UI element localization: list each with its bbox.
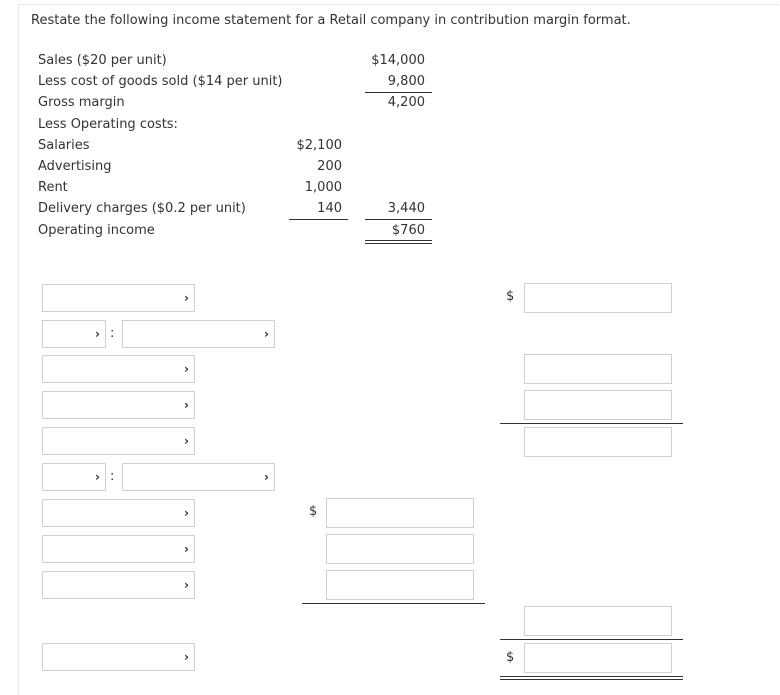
- chevron-down-icon: ›: [184, 291, 189, 305]
- double-underline-bottom: [365, 243, 432, 244]
- chevron-down-icon: ›: [184, 398, 189, 412]
- answer-input-r7-c1[interactable]: [326, 498, 474, 528]
- chevron-down-icon: ›: [184, 362, 189, 376]
- double-underline-form-top: [500, 676, 683, 677]
- chevron-down-icon: ›: [264, 327, 269, 341]
- answer-dropdown-7[interactable]: [42, 571, 195, 599]
- row-label-operating-costs: Less Operating costs:: [38, 117, 178, 132]
- row-value-salaries: $2,100: [296, 138, 342, 153]
- row-label-rent: Rent: [38, 180, 68, 195]
- answer-input-r11-c2[interactable]: [524, 643, 672, 673]
- row-label-operating-income: Operating income: [38, 223, 155, 238]
- answer-dropdown-1[interactable]: [42, 284, 195, 312]
- double-underline-form-bottom: [500, 679, 683, 680]
- answer-dropdown-5[interactable]: [42, 499, 195, 527]
- chevron-down-icon: ›: [95, 470, 100, 484]
- answer-dropdown-3[interactable]: [42, 391, 195, 419]
- underline-cogs: [365, 92, 432, 93]
- answer-input-r9-c1[interactable]: [326, 570, 474, 600]
- currency-symbol: $: [506, 650, 515, 665]
- answer-dropdown-6[interactable]: [42, 535, 195, 563]
- chevron-down-icon: ›: [184, 542, 189, 556]
- row-label-sales: Sales ($20 per unit): [38, 53, 167, 68]
- answer-input-r3-c2[interactable]: [524, 354, 672, 384]
- answer-input-r5-c2[interactable]: [524, 427, 672, 457]
- chevron-down-icon: ›: [184, 506, 189, 520]
- answer-input-r1-c2[interactable]: [524, 283, 672, 313]
- answer-dropdown-small-1[interactable]: [42, 320, 106, 348]
- answer-dropdown-wide-2[interactable]: [122, 463, 275, 491]
- row-label-salaries: Salaries: [38, 138, 90, 153]
- row-label-delivery: Delivery charges ($0.2 per unit): [38, 201, 246, 216]
- row-label-advertising: Advertising: [38, 159, 112, 174]
- double-underline-top: [365, 240, 432, 241]
- row-value-gross-margin: 4,200: [387, 95, 425, 110]
- answer-dropdown-wide-1[interactable]: [122, 320, 275, 348]
- chevron-down-icon: ›: [184, 434, 189, 448]
- row-value-delivery-col1: 140: [317, 201, 342, 216]
- answer-dropdown-2[interactable]: [42, 355, 195, 383]
- separator-colon: :: [110, 469, 115, 484]
- answer-dropdown-8[interactable]: [42, 643, 195, 671]
- answer-input-r4-c2[interactable]: [524, 390, 672, 420]
- underline-form-r10: [500, 639, 683, 640]
- currency-symbol: $: [506, 289, 515, 304]
- row-value-delivery-col2: 3,440: [387, 201, 425, 216]
- chevron-down-icon: ›: [184, 578, 189, 592]
- row-value-advertising: 200: [317, 159, 342, 174]
- row-value-cogs: 9,800: [387, 74, 425, 89]
- row-label-cogs: Less cost of goods sold ($14 per unit): [38, 74, 283, 89]
- row-value-operating-income: $760: [391, 223, 425, 238]
- underline-form-r4: [500, 423, 683, 424]
- answer-input-r10-c2[interactable]: [524, 606, 672, 636]
- row-label-gross-margin: Gross margin: [38, 95, 125, 110]
- answer-dropdown-small-2[interactable]: [42, 463, 106, 491]
- underline-costs-col1: [289, 219, 348, 220]
- answer-dropdown-4[interactable]: [42, 427, 195, 455]
- separator-colon: :: [110, 326, 115, 341]
- underline-form-r9: [302, 603, 485, 604]
- row-value-sales: $14,000: [371, 53, 425, 68]
- underline-costs-col2: [365, 219, 432, 220]
- question-prompt: Restate the following income statement for a Retail company in contribution margin format.: [31, 13, 631, 28]
- answer-input-r8-c1[interactable]: [326, 534, 474, 564]
- row-value-rent: 1,000: [304, 180, 342, 195]
- currency-symbol: $: [309, 504, 318, 519]
- chevron-down-icon: ›: [95, 327, 100, 341]
- chevron-down-icon: ›: [264, 470, 269, 484]
- chevron-down-icon: ›: [184, 650, 189, 664]
